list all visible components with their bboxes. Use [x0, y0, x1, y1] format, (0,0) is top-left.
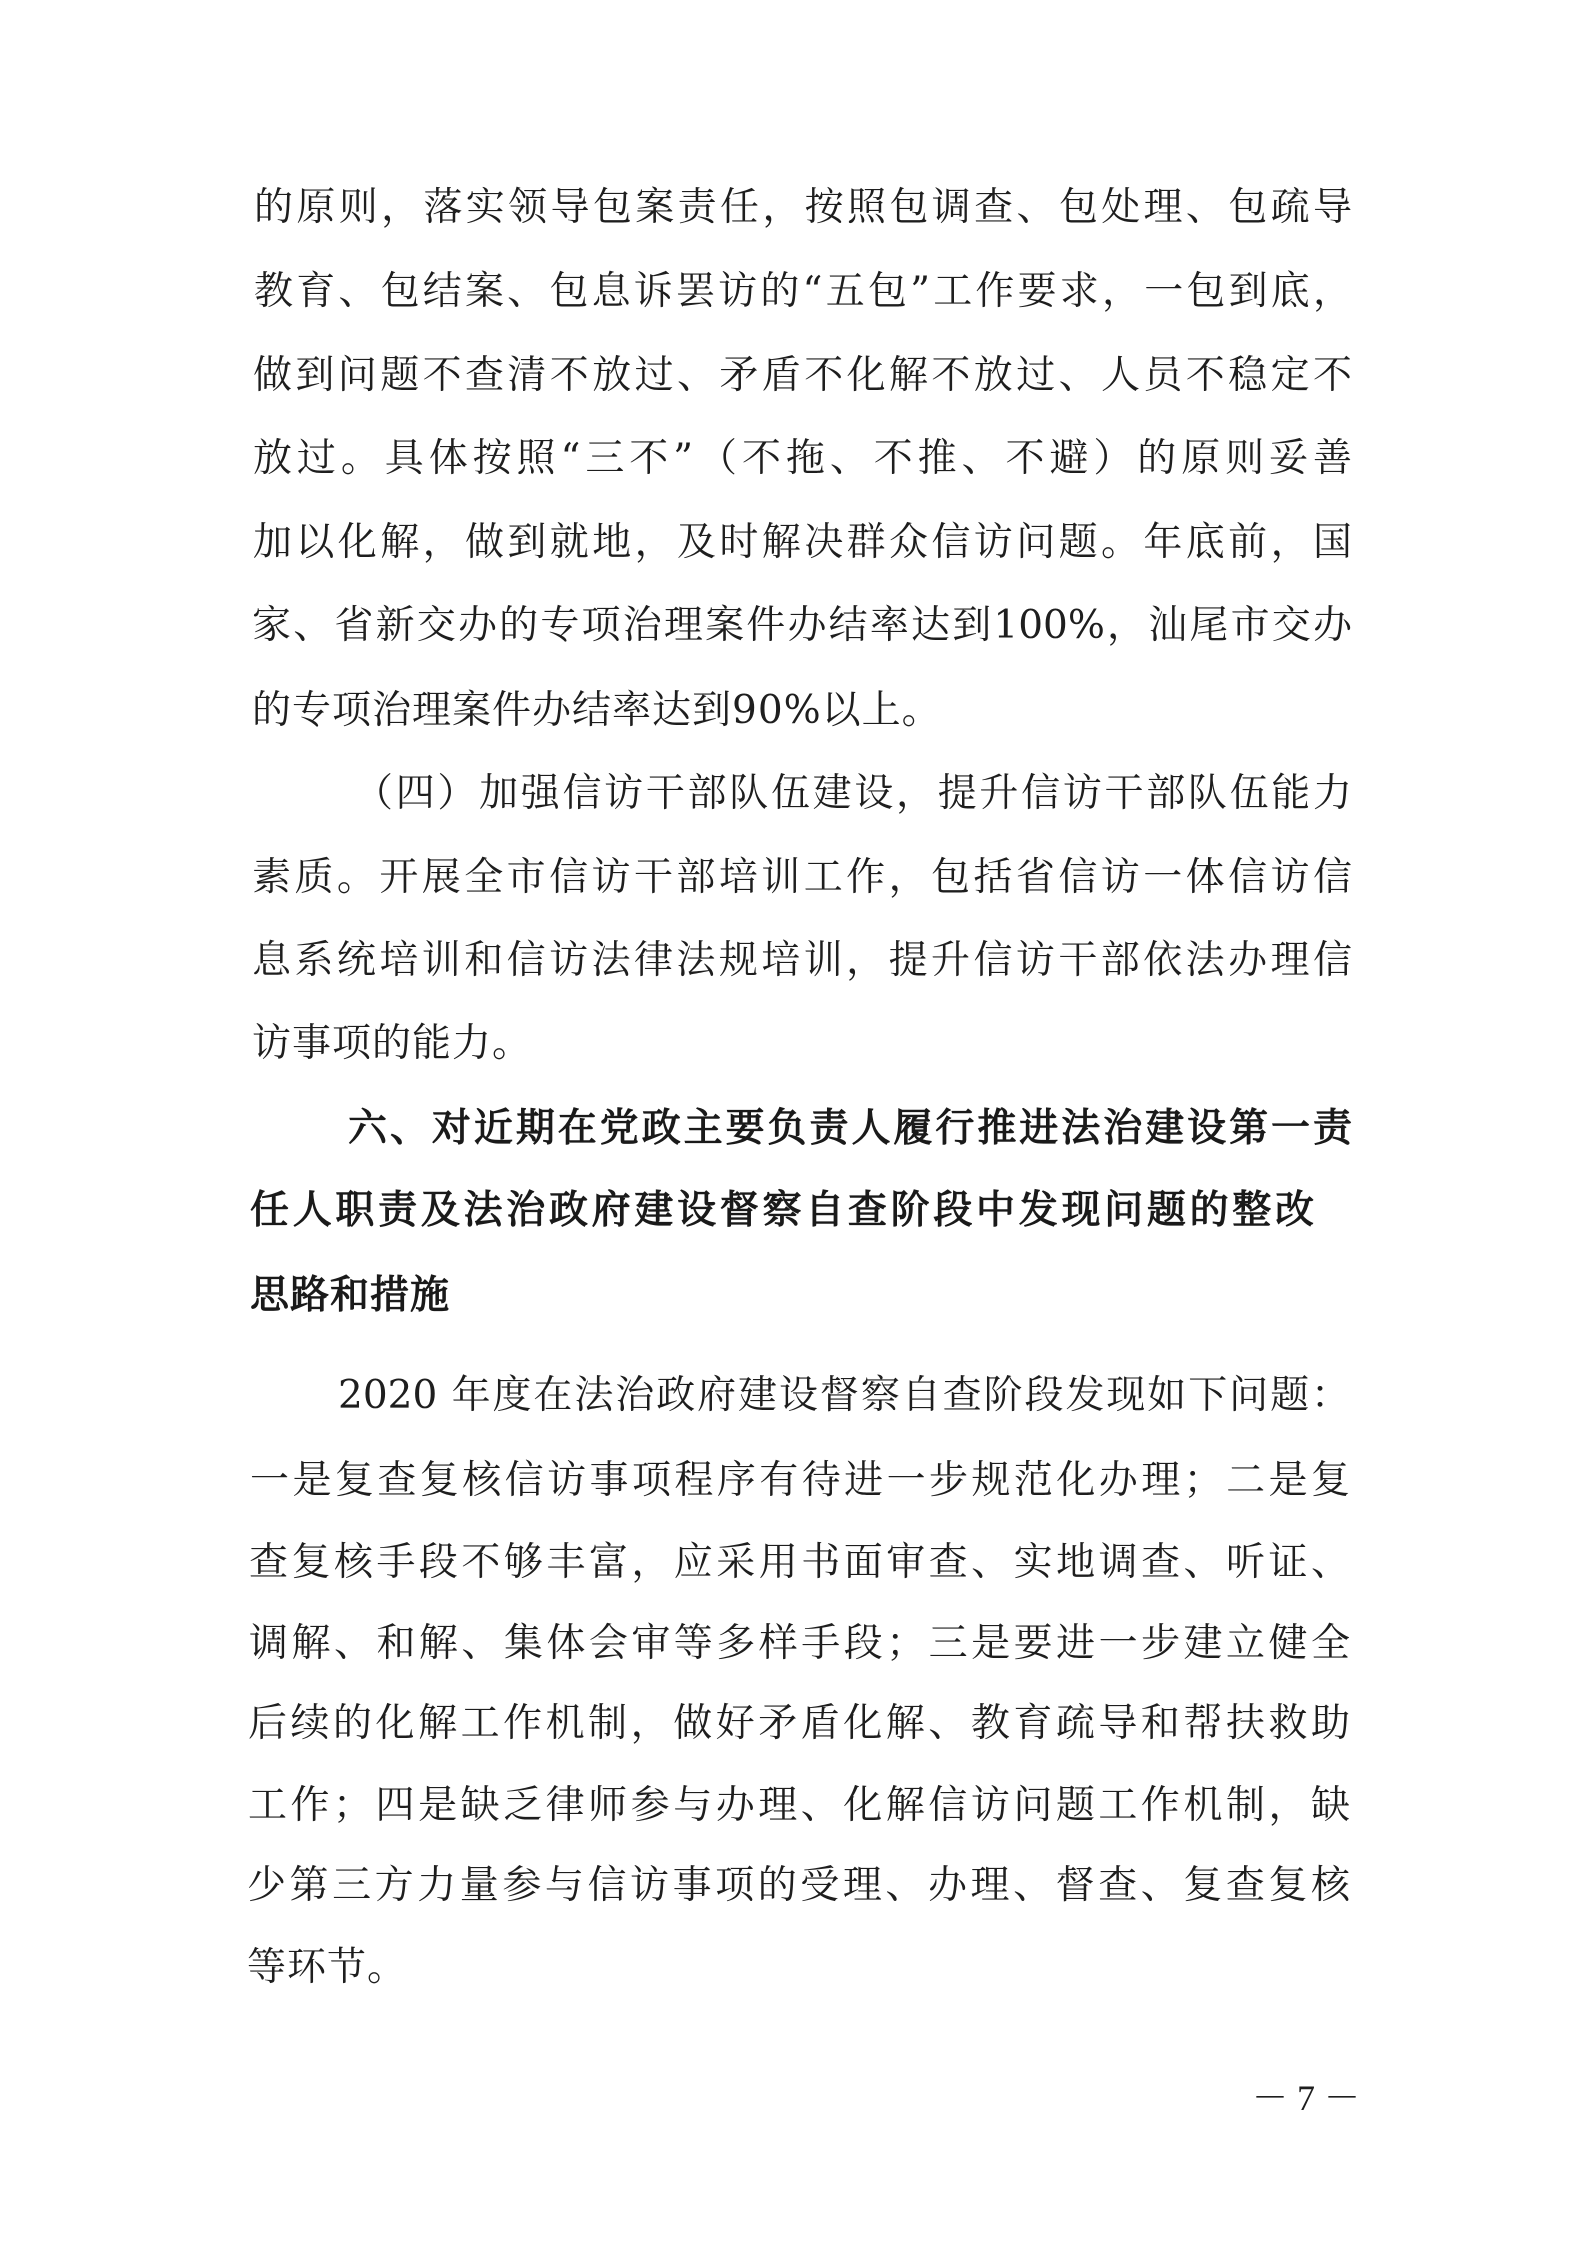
- text-line: 访事项的能力。: [252, 1021, 533, 1066]
- heading-line: 六​、​对​近​期​在​党​政​主​要​负​责​人​履​行​推​进​法​治​建​设​第​一​责: [348, 1106, 1352, 1151]
- text-line: 2​0​2​0​ ​年​度​在​法​治​政​府​建​设​督​察​自​查​阶​段​发​现​如​下​问​题​：: [338, 1373, 1350, 1418]
- heading-line: 思路和措施: [250, 1273, 451, 1318]
- text-line: 少​第​三​方​力​量​参​与​信​访​事​项​的​受​理​、​办​理​、​督​查​、​复​查​复​核: [247, 1863, 1350, 1908]
- text-line: 加​以​化​解​，​做​到​就​地​，​及​时​解​决​群​众​信​访​问​题​。​年​底​前​，​国: [253, 520, 1352, 565]
- text-line: 后​续​的​化​解​工​作​机​制​，​做​好​矛​盾​化​解​、​教​育​疏​导​和​帮​扶​救​助: [248, 1701, 1350, 1746]
- text-line: 调​解​、​和​解​、​集​体​会​审​等​多​样​手​段​；​三​是​要​进​一​步​建​立​健​全: [249, 1621, 1350, 1666]
- heading-line: 任​人​职​责​及​法​治​政​府​建​设​督​察​自​查​阶​段​中​发​现​问​题​的​整​改: [250, 1188, 1314, 1233]
- text-line: 教​育​、​包​结​案​、​包​息​诉​罢​访​的​“​五​包​”​工​作​要​求​，​一​包​到​底​，: [254, 269, 1352, 314]
- text-line: 放​过​。​具​体​按​照​“​三​不​”​（​不​拖​、​不​推​、​不​避​）​的​原​则​妥​善: [253, 436, 1352, 481]
- text-line: 查​复​核​手​段​不​够​丰​富​，​应​采​用​书​面​审​查​、​实​地​调​查​、​听​证​、: [249, 1540, 1350, 1585]
- text-line: 一​是​复​查​复​核​信​访​事​项​程​序​有​待​进​一​步​规​范​化​办​理​；​二​是​复: [250, 1458, 1350, 1503]
- text-line: 息​系​统​培​训​和​信​访​法​律​法​规​培​训​，​提​升​信​访​干​部​依​法​办​理​信: [252, 938, 1352, 983]
- text-line: 工​作​；​四​是​缺​乏​律​师​参​与​办​理​、​化​解​信​访​问​题​工​作​机​制​，​缺: [248, 1783, 1350, 1828]
- text-line: 素​质​。​开​展​全​市​信​访​干​部​培​训​工​作​，​包​括​省​信​访​一​体​信​访​信: [252, 855, 1352, 900]
- text-line: 等环节。: [247, 1945, 408, 1990]
- text-line: 做​到​问​题​不​查​清​不​放​过​、​矛​盾​不​化​解​不​放​过​、​人​员​不​稳​定​不: [253, 353, 1352, 398]
- text-line: 的专项治理案件办结率达到90%以上。: [252, 688, 942, 733]
- text-line: 家​、​省​新​交​办​的​专​项​治​理​案​件​办​结​率​达​到​1​0​0​%​，​汕​尾​市​交​办: [252, 603, 1352, 648]
- text-line: （​四​）​加​强​信​访​干​部​队​伍​建​设​，​提​升​信​访​干​部​队​伍​能​力: [354, 771, 1352, 816]
- page-number: －​ ​7​ ​－: [1252, 2078, 1361, 2118]
- text-line: 的​原​则​，​落​实​领​导​包​案​责​任​，​按​照​包​调​查​、​包​处​理​、​包​疏​导: [254, 185, 1352, 230]
